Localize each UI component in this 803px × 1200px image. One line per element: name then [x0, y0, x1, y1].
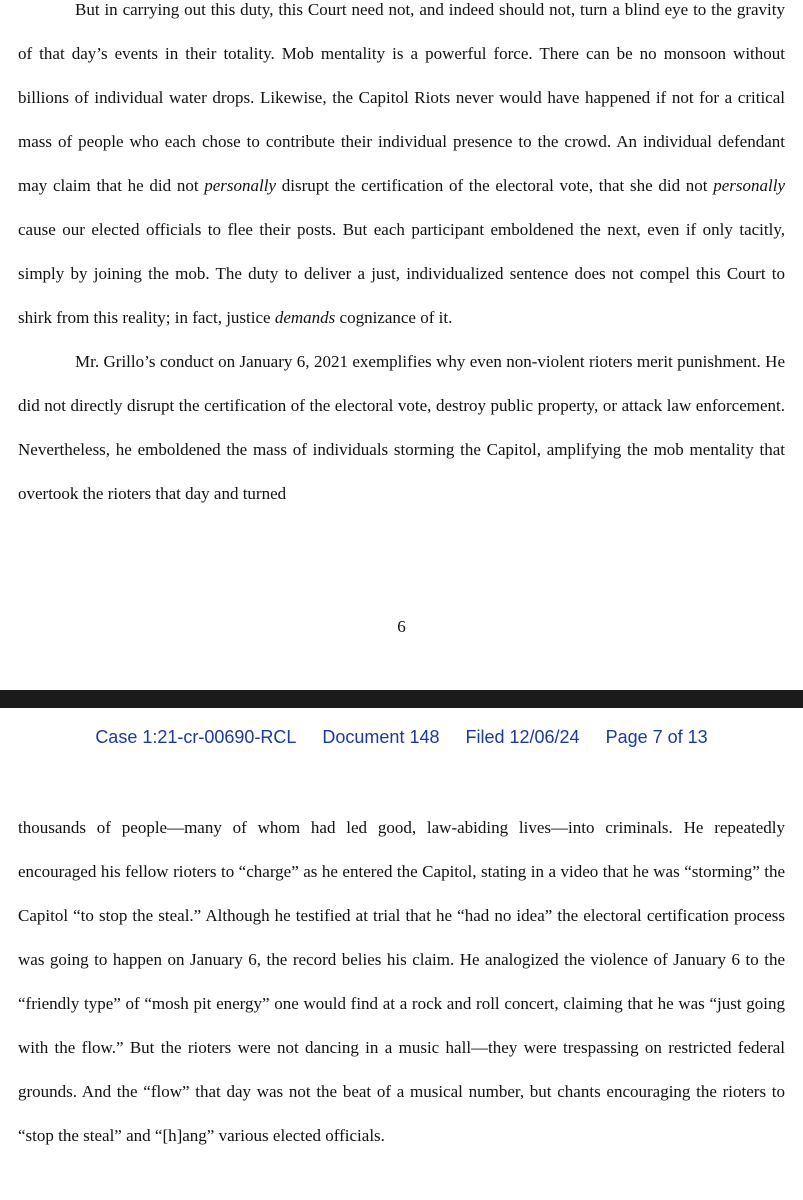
- italic-personally-1: personally: [204, 176, 277, 195]
- page-count: Page 7 of 13: [605, 727, 708, 747]
- text-segment: cause our elected officials to flee their posts. But each participant emboldened the next, even if only tacitly, simply by joining the mob. The duty to deliver a just, individualized sentence does not compel this Court to shirk from this reality; in fact, justice: [18, 220, 785, 327]
- text-segment: cognizance of it.: [335, 308, 453, 327]
- text-segment: disrupt the certification of the electoral vote, that she did not: [276, 176, 714, 195]
- filed-date: Filed 12/06/24: [465, 727, 580, 747]
- italic-personally-2: personally: [713, 176, 785, 195]
- paragraph-mob-mentality: [18, 0, 785, 340]
- page-number: 6: [397, 617, 406, 636]
- page-divider: [0, 690, 803, 708]
- italic-demands: demands: [274, 308, 336, 327]
- document-number: Document 148: [322, 727, 440, 747]
- paragraph-grillo-conduct: Mr. Grillo’s conduct on January 6, 2021 exemplifies why even non-violent rioters merit punishment. He did not directly disrupt the certification of the electoral vote, destroy public property, or attack law enforcement. Nevertheless, he emboldened the mass of individuals storming the Capitol, amplifying the mob mentality that overtook the rioters that day and turned: [18, 352, 785, 503]
- document-page-7: [0, 708, 803, 1200]
- text-segment: But in carrying out this duty, this Court need not, and indeed should not, turn a blind eye to the gravity of that day’s events in their totality. Mob mentality is a powerful force. There can be no monsoon without billions of individual water drops. Likewise, the Capitol Riots never would have happened if not for a critical mass of people who each chose to contribute their individual presence to the crowd. An individual defendant may claim that he did not: [18, 0, 785, 195]
- case-number: Case 1:21-cr-00690-RCL: [95, 727, 297, 747]
- paragraph-continuation: thousands of people—many of whom had led good, law-abiding lives—into criminals. He repeatedly encouraged his fellow rioters to “charge” as he entered the Capitol, stating in a video that he was “storming” the Capitol “to stop the steal.” Although he testified at trial that he “had no idea” the electoral certification process was going to happen on January 6, the record belies his claim. He analogized the violence of January 6 to the “friendly type” of “mosh pit energy” one would find at a rock and roll concert, claiming that he was “just going with the flow.” But the rioters were not dancing in a music hall—they were trespassing on restricted federal grounds. And the “flow” that day was not the beat of a musical number, but chants encouraging the rioters to “stop the steal” and “[h]ang” various elected officials.: [18, 818, 785, 1145]
- case-header: [18, 708, 785, 752]
